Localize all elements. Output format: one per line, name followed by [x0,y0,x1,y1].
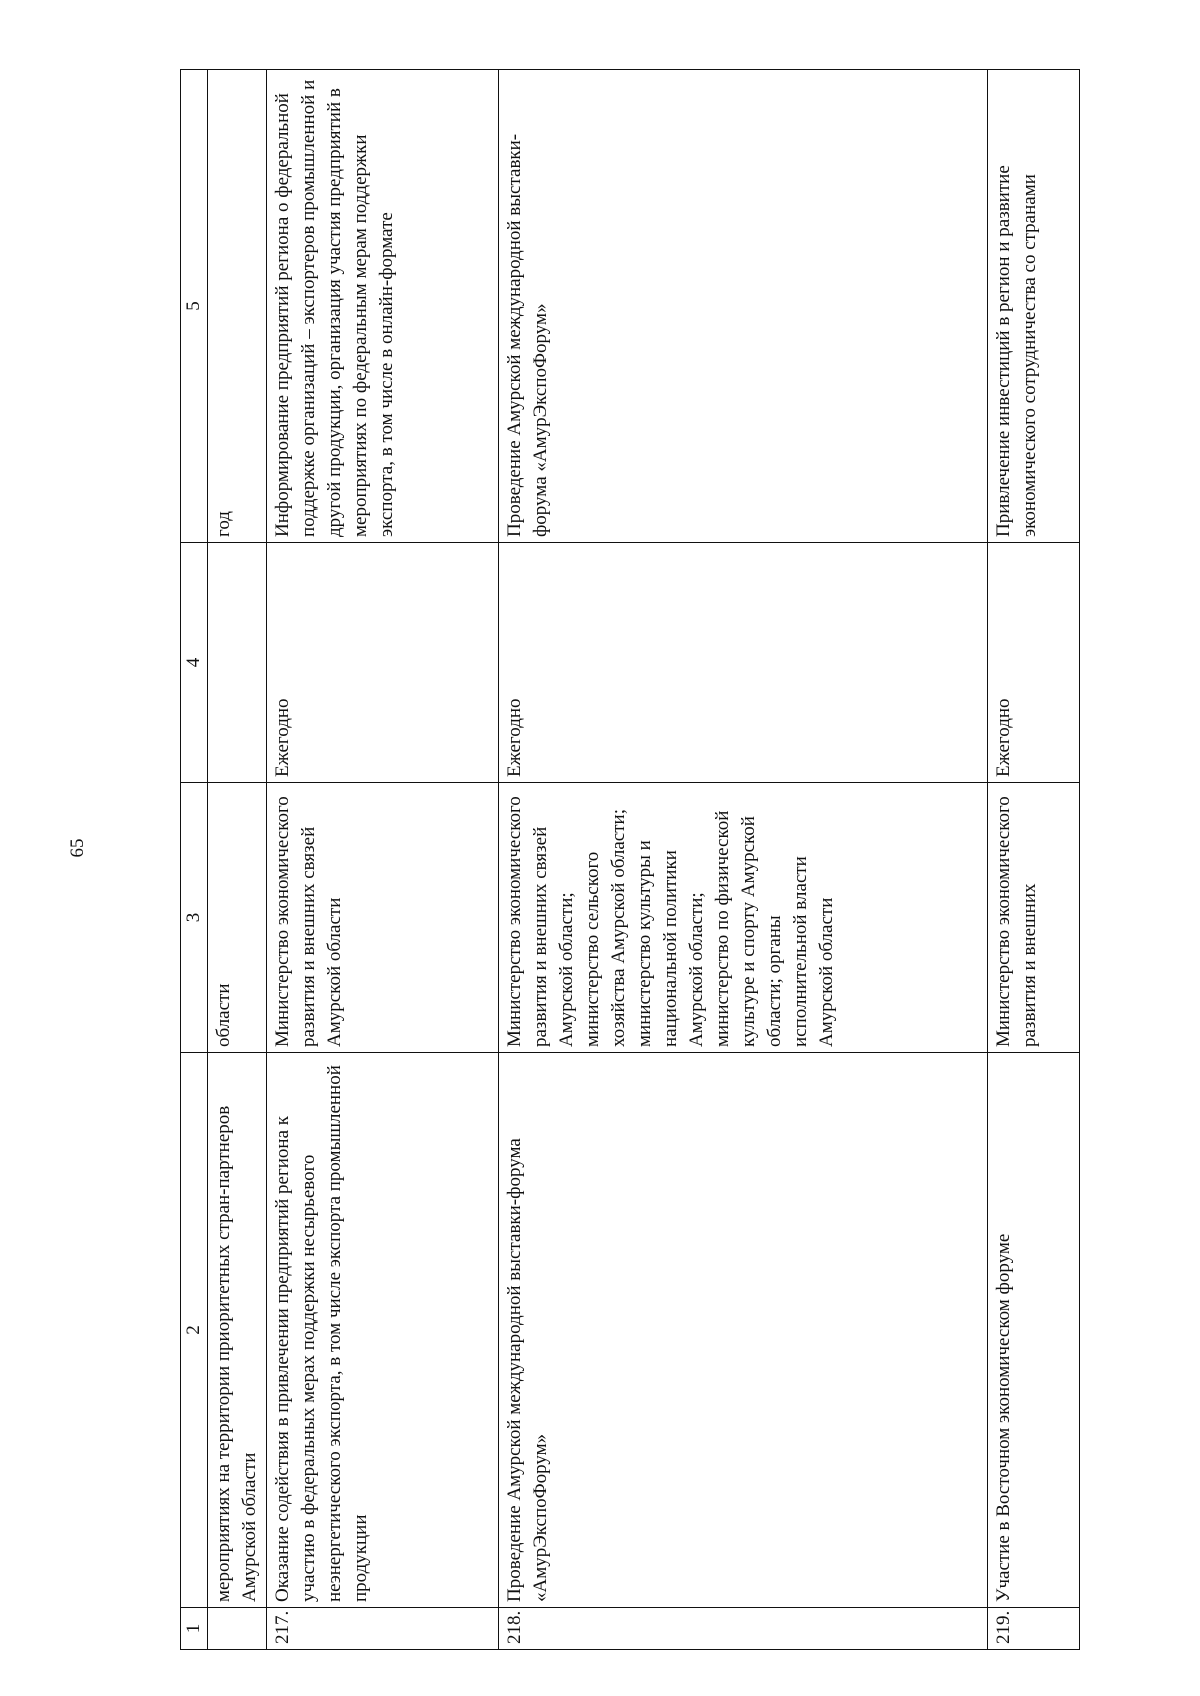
table-row [208,70,267,1650]
result-cell: год [208,70,267,543]
header-cell: 4 [181,543,208,783]
event-cell: Участие в Восточном экономическом форуме [988,1053,1080,1608]
table-row [267,70,499,1650]
result-cell: Привлечение инвестиций в регион и развитие экономического сотрудничества со странами [988,70,1080,543]
row-number: 218. [499,1608,988,1650]
header-cell: 5 [181,70,208,543]
event-cell: Оказание содействия в привлечении предприятий региона к участию в федеральных мерах поддержки несырьевого неэнергетического экспорта, в том числе экспорта промышленной продукции [267,1053,499,1608]
header-cell: 1 [181,1608,208,1650]
header-row [181,70,208,1650]
term-cell: Ежегодно [988,543,1080,783]
table-row [988,70,1080,1650]
row-number: 217. [267,1608,499,1650]
header-cell: 2 [181,1053,208,1608]
row-number: 219. [988,1608,1080,1650]
table-area [180,70,1080,1650]
event-cell: мероприятиях на территории приоритетных стран-партнеров Амурской области [208,1053,267,1608]
executor-cell: Министерство экономического развития и внешних связей Амурской области [267,783,499,1053]
header-cell: 3 [181,783,208,1053]
table-wrap [180,70,1080,1650]
result-cell: Проведение Амурской международной выставки-форума «АмурЭкспоФорум» [499,70,988,543]
executor-cell: области [208,783,267,1053]
events-table [180,69,1080,1650]
term-cell: Ежегодно [499,543,988,783]
page-number: 65 [67,838,88,858]
term-cell: Ежегодно [267,543,499,783]
term-cell [208,543,267,783]
result-cell: Информирование предприятий региона о федеральной поддержке организаций – экспортеров промышленной и другой продукции, организация участия предприятий в мероприятиях по федеральным мерам поддержки экспорта, в том числе в онлайн-формате [267,70,499,543]
table-row [499,70,988,1650]
executor-cell: Министерство экономического развития и внешних связей Амурской области; министерство сельского хозяйства Амурской области; министерство культуры и национальной политики Амурской области; министерство по физической культуре и спорту Амурской области; органы исполнительной власти Амурской области [499,783,988,1053]
event-cell: Проведение Амурской международной выставки-форума «АмурЭкспоФорум» [499,1053,988,1608]
row-number [208,1608,267,1650]
executor-cell: Министерство экономического развития и внешних [988,783,1080,1053]
